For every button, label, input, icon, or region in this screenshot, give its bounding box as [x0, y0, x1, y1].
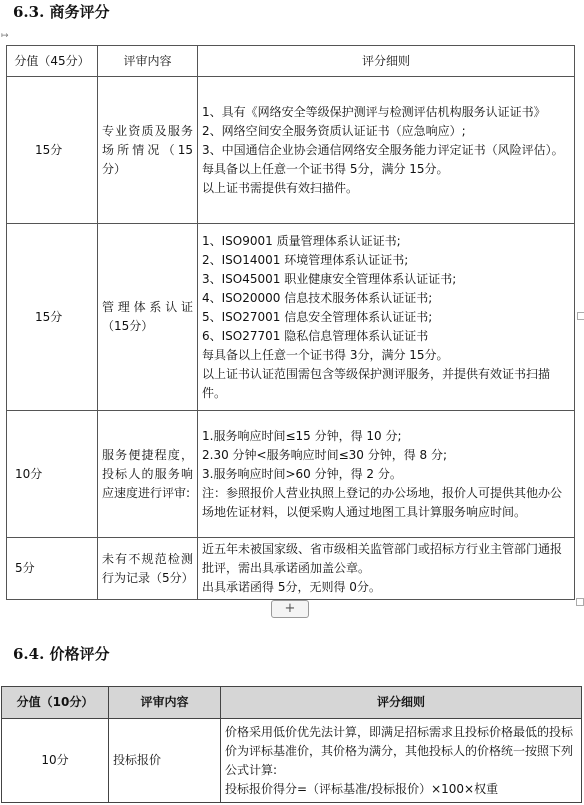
- business-scoring-table: [6, 45, 575, 600]
- table-row: [7, 77, 575, 224]
- table-row: [7, 224, 575, 411]
- header-details: 评分细则: [221, 687, 582, 719]
- table-move-handle-icon[interactable]: ↦: [1, 31, 9, 41]
- table-header-row: [7, 46, 575, 77]
- row-content: 投标报价: [109, 719, 221, 803]
- section-heading-business: 6.3. 商务评分: [13, 3, 110, 21]
- header-details: 评分细则: [198, 46, 575, 77]
- row-score: 15分: [7, 77, 98, 224]
- row-details: 1、具有《网络安全等级保护测评与检测评估机构服务认证证书》 2、网络空间安全服务资质认证证书（应急响应）; 3、中国通信企业协会通信网络安全服务能力评定证书（风险评估）。 每具备以上任意一个证书得 5分，满分 15分。 以上证书需提供有效扫描件。: [198, 77, 575, 224]
- row-score: 10分: [2, 719, 109, 803]
- table-resize-handle-icon[interactable]: [576, 598, 584, 606]
- header-content: 评审内容: [109, 687, 221, 719]
- row-details: 1.服务响应时间≤15 分钟，得 10 分; 2.30 分钟<服务响应时间≤30 分钟，得 8 分; 3.服务响应时间>60 分钟，得 2 分。 注：参照报价人营业执照上登记的办公场地，报价人可提供其他办公场地佐证材料，以便采购人通过地图工具计算服务响应时间。: [198, 411, 575, 538]
- row-score: 5分: [7, 538, 98, 600]
- table-row: [7, 538, 575, 600]
- table-header-row: [2, 687, 582, 719]
- row-details: 1、ISO9001 质量管理体系认证证书; 2、ISO14001 环境管理体系认证证书; 3、ISO45001 职业健康安全管理体系认证证书; 4、ISO20000 信息技术服务体系认证证书; 5、ISO27001 信息安全管理体系认证证书; 6、ISO27701 隐私信息管理体系认证证书 每具备以上任意一个证书得 3分，满分 15分。 以上证书认证范围需包含等级保护测评服务，并提供有效证书扫描件。: [198, 224, 575, 411]
- row-content: 未有不规范检测行为记录（5分）: [98, 538, 198, 600]
- row-details: 近五年未被国家级、省市级相关监管部门或招标方行业主管部门通报批评，需出具承诺函加盖公章。 出具承诺函得 5分，无则得 0分。: [198, 538, 575, 600]
- row-score: 10分: [7, 411, 98, 538]
- table-row: [7, 411, 575, 538]
- row-content: 服务便捷程度，投标人的服务响应速度进行评审:: [98, 411, 198, 538]
- column-resize-handle-icon[interactable]: [577, 312, 584, 320]
- add-row-button[interactable]: +: [271, 600, 309, 618]
- section-heading-price: 6.4. 价格评分: [13, 645, 110, 663]
- price-scoring-table: [1, 686, 582, 803]
- row-content: 专业资质及服务场所情况（15分）: [98, 77, 198, 224]
- row-score: 15分: [7, 224, 98, 411]
- table-row: [2, 719, 582, 803]
- row-content: 管理体系认证（15分）: [98, 224, 198, 411]
- header-content: 评审内容: [98, 46, 198, 77]
- header-score: 分值（10分）: [2, 687, 109, 719]
- header-score: 分值（45分）: [7, 46, 98, 77]
- row-details: 价格采用低价优先法计算，即满足招标需求且投标价格最低的投标价为评标基准价，其价格为满分，其他投标人的价格统一按照下列公式计算: 投标报价得分=（评标基准/投标报价）×100×权重: [221, 719, 582, 803]
